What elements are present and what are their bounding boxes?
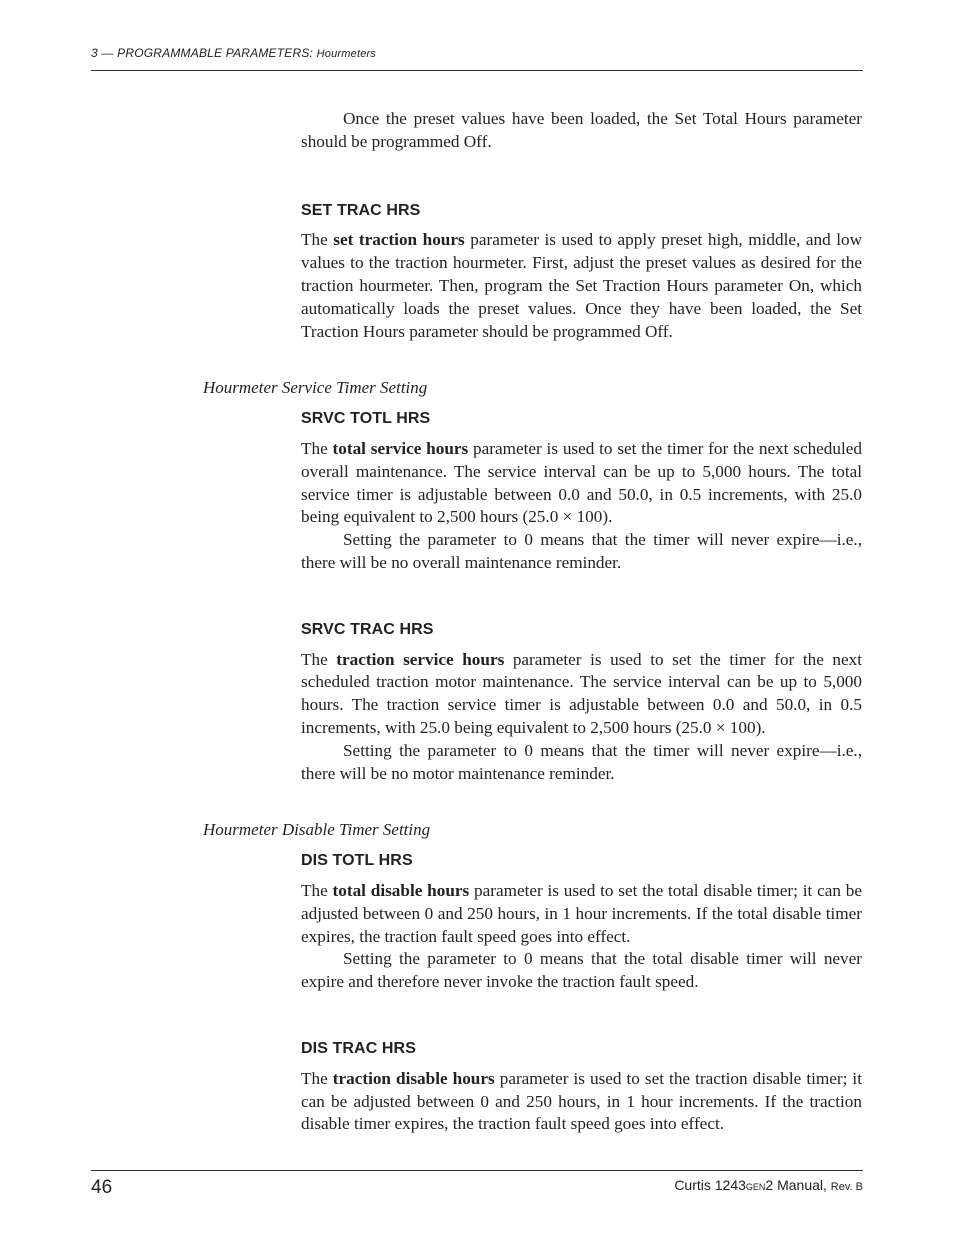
main-content xyxy=(203,108,863,1136)
dis-trac-hrs-paragraph xyxy=(301,1068,862,1136)
text-run: The xyxy=(301,649,337,669)
section-title-srvc-trac-hrs: SRVC TRAC HRS xyxy=(301,620,434,638)
page-number: 46 xyxy=(91,1177,113,1198)
header-section: Hourmeters xyxy=(316,48,377,60)
text-run: parameter is used to set the traction disable timer; it can be adjusted between 0 and 250 hours, in 1 hour increments. If the traction disable timer expires, the traction fault speed goes into effect. xyxy=(301,1068,862,1134)
text-run: parameter is used to set the timer for the next scheduled traction motor maintenance. The service interval can be up to 5,000 hours. The traction service timer is adjustable between 0.0 and 50.0, in 0.5 increments, with 25.0 being equivalent to 2,500 hours (25.0 × 100). xyxy=(301,649,862,737)
dis-totl-hrs-paragraph xyxy=(301,880,862,948)
srvc-trac-hrs-note: Setting the parameter to 0 means that the timer will never expire—i.e., there will be no motor maintenance reminder. xyxy=(301,740,862,783)
term-set-traction-hours: set traction hours xyxy=(333,230,465,250)
set-trac-hrs-paragraph xyxy=(301,229,862,343)
srvc-totl-hrs-paragraph xyxy=(301,438,862,529)
manual-revision: Rev. B xyxy=(830,1181,863,1193)
section-title-srvc-totl-hrs: SRVC TOTL HRS xyxy=(301,410,431,428)
text-run: The xyxy=(301,1068,333,1088)
intro-paragraph: Once the preset values have been loaded, the Set Total Hours parameter should be programmed Off. xyxy=(301,109,862,151)
page-footer xyxy=(91,1170,863,1198)
text-run: The xyxy=(301,230,334,250)
term-traction-service-hours: traction service hours xyxy=(336,649,505,669)
manual-name: Curtis 1243 xyxy=(674,1177,746,1193)
srvc-totl-hrs-note: Setting the parameter to 0 means that the timer will never expire—i.e., there will be no overall maintenance reminder. xyxy=(301,530,862,572)
subheading-service-timer: Hourmeter Service Timer Setting xyxy=(203,378,428,398)
text-run: parameter is used to apply preset high, middle, and low values to the traction hourmeter. First, adjust the preset values as desired for the traction hourmeter. Then, program the Set Traction Hours parameter On, which automatically loads the preset values. Once they have been loaded, the Set Traction Hours parameter should be programmed Off. xyxy=(301,230,863,341)
dis-totl-hrs-note: Setting the parameter to 0 means that the total disable timer will never expire and therefore never invoke the traction fault speed. xyxy=(301,949,862,992)
text-run: parameter is used to set the timer for the next scheduled overall maintenance. The service interval can be up to 5,000 hours. The total service timer is adjustable between 0.0 and 50.0, in 0.5 increments, with 25.0 being equivalent to 2,500 hours (25.0 × 100). xyxy=(301,438,862,527)
section-title-dis-trac-hrs: DIS TRAC HRS xyxy=(301,1039,416,1057)
text-run: parameter is used to set the total disable timer; it can be adjusted between 0 and 250 hours, in 1 hour increments. If the total disable timer expires, the traction fault speed goes into effect. xyxy=(301,880,862,946)
header-chapter: 3 — PROGRAMMABLE PARAMETERS: xyxy=(91,46,314,60)
term-traction-disable-hours: traction disable hours xyxy=(332,1068,495,1088)
manual-gen: GEN xyxy=(745,1182,766,1192)
manual-title xyxy=(674,1177,863,1193)
term-total-disable-hours: total disable hours xyxy=(332,880,470,900)
running-header xyxy=(91,46,863,71)
text-run: The xyxy=(301,880,333,900)
section-title-set-trac-hrs: SET TRAC HRS xyxy=(301,201,421,219)
subheading-disable-timer: Hourmeter Disable Timer Setting xyxy=(203,820,431,840)
text-run: The xyxy=(301,438,333,458)
manual-name-suffix: 2 Manual, xyxy=(765,1177,831,1193)
term-total-service-hours: total service hours xyxy=(332,438,469,458)
section-title-dis-totl-hrs: DIS TOTL HRS xyxy=(301,852,413,870)
srvc-trac-hrs-paragraph xyxy=(301,649,862,740)
